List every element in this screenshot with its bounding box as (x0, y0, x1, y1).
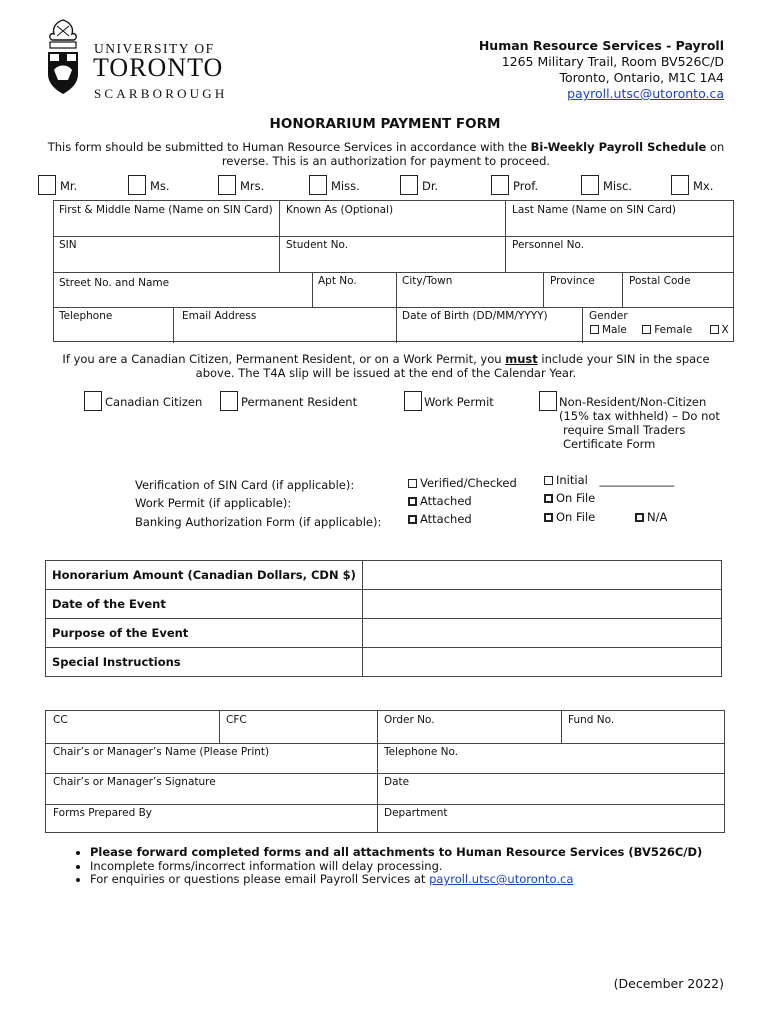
city-field[interactable]: City/Town (402, 275, 453, 287)
province-field[interactable]: Province (550, 275, 595, 287)
footer-email-link[interactable]: payroll.utsc@utoronto.ca (429, 872, 574, 886)
department-field[interactable]: Department (384, 807, 448, 819)
checkbox-prof[interactable] (491, 175, 509, 195)
admin-grid (45, 710, 725, 833)
personnel-no-field[interactable]: Personnel No. (512, 239, 585, 251)
salutation-misc: Misc. (603, 179, 633, 193)
salutation-prof: Prof. (513, 179, 539, 193)
cc-field[interactable]: CC (53, 714, 68, 726)
postal-field[interactable]: Postal Code (629, 275, 691, 287)
payment-table (45, 560, 722, 677)
logo-line3: SCARBOROUGH (94, 86, 228, 101)
status-citizen: Canadian Citizen (105, 395, 203, 409)
checkbox-canadian-citizen[interactable] (84, 391, 102, 411)
checkbox-mr[interactable] (38, 175, 56, 195)
admin-date-field[interactable]: Date (384, 776, 410, 788)
sin-field[interactable]: SIN (59, 239, 77, 251)
address-block (479, 38, 724, 102)
checkbox-dr[interactable] (400, 175, 418, 195)
admin-telephone-field[interactable]: Telephone No. (384, 746, 459, 758)
status-pr: Permanent Resident (241, 395, 358, 409)
attached-option-2: Attached (408, 512, 472, 526)
gender-x-checkbox[interactable] (710, 325, 719, 334)
purpose-input[interactable] (363, 619, 722, 648)
special-label: Special Instructions (46, 648, 363, 677)
status-work: Work Permit (424, 395, 494, 409)
footer-bullet-1: • Please forward completed forms and all attachments to Human Resource Services (BV526C/D) (90, 846, 750, 860)
verification-work-label: Work Permit (if applicable): (135, 496, 292, 510)
footer-notes (50, 846, 750, 887)
footer-bullet-2: • Incomplete forms/incorrect information will delay processing. (90, 860, 750, 874)
intro-bold: Bi-Weekly Payroll Schedule (530, 140, 707, 154)
sin-note-must: must (505, 352, 538, 366)
attached-checkbox-1[interactable] (408, 497, 417, 506)
special-input[interactable] (363, 648, 722, 677)
salutation-miss: Miss. (331, 179, 360, 193)
on-file-option-2: On File (544, 510, 595, 524)
logo-line2: TORONTO (93, 53, 224, 82)
verified-option: Verified/Checked (408, 476, 517, 490)
salutation-ms: Ms. (150, 179, 170, 193)
status-nonres: Non-Resident/Non-Citizen (15% tax withheld) – Do not require Small Traders Certificate Form (559, 395, 720, 451)
salutation-mrs: Mrs. (240, 179, 265, 193)
cfc-field[interactable]: CFC (226, 714, 247, 726)
on-file-option-1: On File (544, 491, 595, 505)
date-label: Date of the Event (46, 590, 363, 619)
on-file-checkbox-2[interactable] (544, 513, 553, 522)
verification-sin-label: Verification of SIN Card (if applicable): (135, 478, 355, 492)
intro-text: This form should be submitted to Human Resource Services in accordance with the Bi-Weekly Payroll Schedule on reverse. This is an authorization for payment to proceed. (47, 140, 725, 168)
street-field[interactable]: Street No. and Name (59, 277, 170, 289)
student-no-field[interactable]: Student No. (286, 239, 349, 251)
university-logo (42, 18, 242, 102)
address-street: 1265 Military Trail, Room BV526C/D (501, 54, 724, 69)
date-input[interactable] (363, 590, 722, 619)
prepared-by-field[interactable]: Forms Prepared By (53, 807, 153, 819)
salutation-mr: Mr. (60, 179, 78, 193)
gender-male-checkbox[interactable] (590, 325, 599, 334)
gender-options: Male Female X (590, 324, 729, 336)
verified-checkbox[interactable] (408, 479, 417, 488)
dob-field[interactable]: Date of Birth (DD/MM/YYYY) (402, 310, 548, 322)
checkbox-ms[interactable] (128, 175, 146, 195)
checkbox-mrs[interactable] (218, 175, 236, 195)
personal-info-grid (53, 200, 734, 342)
salutation-mx: Mx. (693, 179, 714, 193)
initial-checkbox[interactable] (544, 476, 553, 485)
fund-field[interactable]: Fund No. (568, 714, 615, 726)
apt-field[interactable]: Apt No. (318, 275, 357, 287)
logo-line1: UNIVERSITY OF (94, 41, 215, 56)
address-dept: Human Resource Services - Payroll (478, 38, 724, 53)
checkbox-misc[interactable] (581, 175, 599, 195)
revision-date: (December 2022) (613, 976, 724, 991)
verification-bank-label: Banking Authorization Form (if applicable): (135, 515, 382, 529)
gender-female-checkbox[interactable] (642, 325, 651, 334)
last-name-field[interactable]: Last Name (Name on SIN Card) (512, 204, 676, 216)
amount-label: Honorarium Amount (Canadian Dollars, CDN $) (46, 561, 363, 590)
salutation-dr: Dr. (422, 179, 439, 193)
checkbox-mx[interactable] (671, 175, 689, 195)
chair-signature-field[interactable]: Chair’s or Manager’s Signature (53, 776, 216, 788)
amount-input[interactable] (363, 561, 722, 590)
email-field[interactable]: Email Address (182, 310, 257, 322)
form-title: HONORARIUM PAYMENT FORM (269, 116, 501, 132)
purpose-label: Purpose of the Event (46, 619, 363, 648)
attached-option-1: Attached (408, 494, 472, 508)
on-file-checkbox-1[interactable] (544, 494, 553, 503)
na-checkbox[interactable] (635, 513, 644, 522)
na-option: N/A (635, 510, 667, 524)
checkbox-non-resident[interactable] (539, 391, 557, 411)
address-city: Toronto, Ontario, M1C 1A4 (559, 70, 724, 85)
initial-line[interactable]: _____________ (599, 473, 675, 487)
checkbox-permanent-resident[interactable] (220, 391, 238, 411)
order-field[interactable]: Order No. (384, 714, 435, 726)
known-as-field[interactable]: Known As (Optional) (286, 204, 394, 216)
footer-bullet-3: • For enquiries or questions please email Payroll Services at payroll.utsc@utoronto.ca (90, 873, 750, 887)
first-name-field[interactable]: First & Middle Name (Name on SIN Card) (59, 204, 273, 216)
address-email-link[interactable]: payroll.utsc@utoronto.ca (567, 86, 724, 101)
telephone-field[interactable]: Telephone (59, 310, 113, 322)
crest-icon (42, 18, 84, 98)
sin-note: If you are a Canadian Citizen, Permanent Resident, or on a Work Permit, you must include your SIN in the space above. The T4A slip will be issued at the end of the Calendar Year. (62, 352, 710, 380)
attached-checkbox-2[interactable] (408, 515, 417, 524)
chair-name-field[interactable]: Chair’s or Manager’s Name (Please Print) (53, 746, 270, 758)
initial-option: Initial _____________ (544, 473, 674, 487)
gender-label: Gender (589, 310, 628, 322)
checkbox-work-permit[interactable] (404, 391, 422, 411)
checkbox-miss[interactable] (309, 175, 327, 195)
